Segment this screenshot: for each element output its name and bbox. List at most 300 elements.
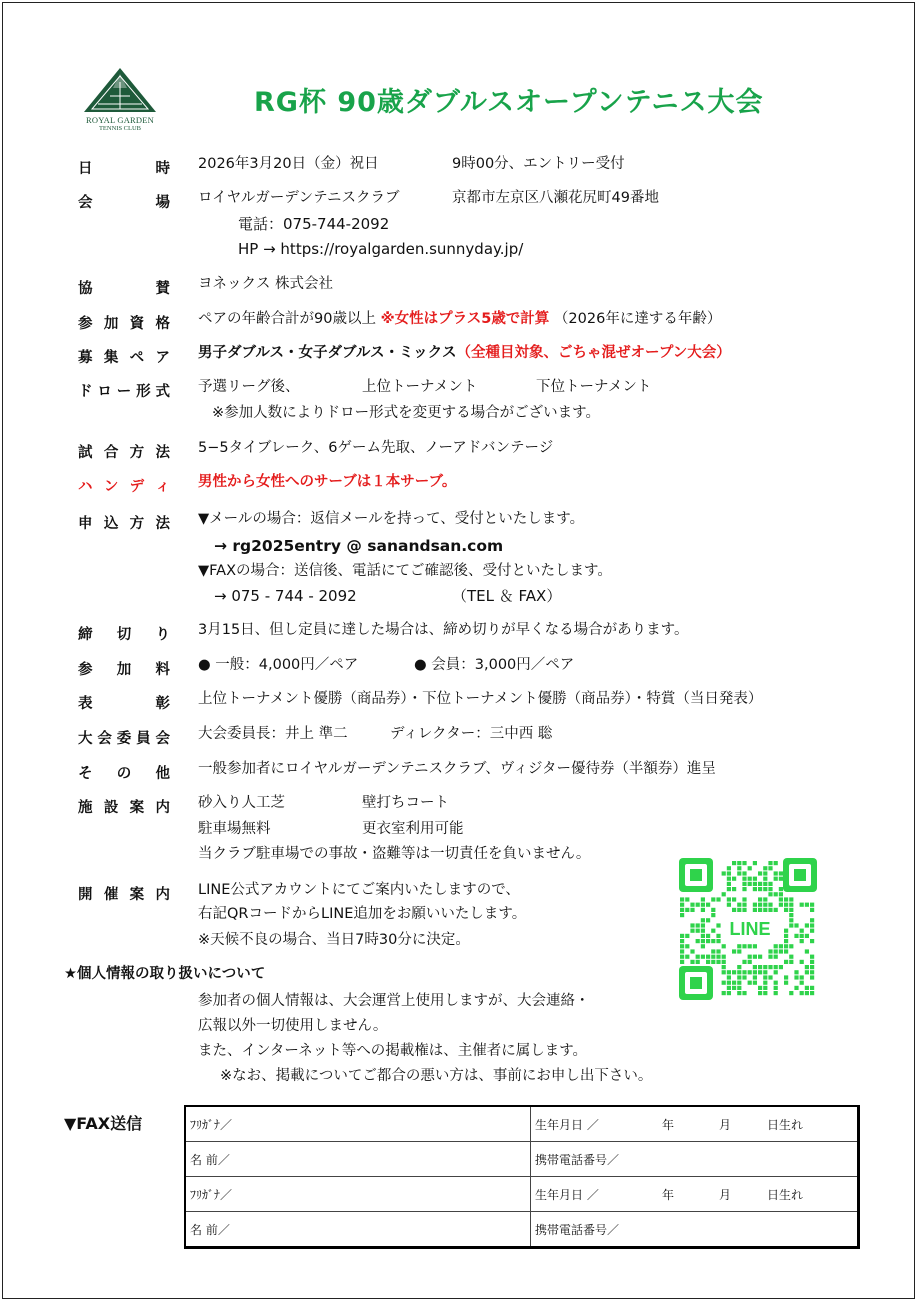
qr-module (805, 991, 809, 995)
apply-email[interactable]: → rg2025entry @ sanandsan.com (214, 537, 504, 555)
qr-module (810, 918, 814, 922)
qr-module (753, 882, 757, 886)
qr-module (810, 908, 814, 912)
qr-module (711, 939, 715, 943)
qr-module (763, 981, 767, 985)
match-value: 5−5タイブレーク、6ゲーム先取、ノーアドバンテージ (198, 440, 554, 456)
qr-module (753, 903, 757, 907)
qr-module (742, 887, 746, 891)
qr-module (774, 965, 778, 969)
qr-module (800, 960, 804, 964)
qr-module (696, 955, 700, 959)
furigana-field[interactable]: ﾌﾘｶﾞﾅ／ (185, 1106, 531, 1142)
apply-mail: ▼メールの場合：返信メールを持って、受付といたします。 (198, 511, 585, 527)
qr-module (706, 955, 710, 959)
facility-3: 駐車場無料 (198, 821, 271, 837)
qr-module (727, 991, 731, 995)
qr-module (753, 861, 757, 865)
label-deadline: 締 切 り (78, 627, 170, 643)
qr-module (763, 882, 767, 886)
qr-module (774, 871, 778, 875)
qr-module (758, 871, 762, 875)
qr-module (722, 991, 726, 995)
qr-module (810, 929, 814, 933)
sponsor-value: ヨネックス 株式会社 (198, 276, 333, 292)
qr-module (742, 903, 746, 907)
qr-module (685, 944, 689, 948)
label-committee: 大 会 委 員 会 (78, 731, 170, 747)
qr-module (690, 903, 694, 907)
qr-module (774, 877, 778, 881)
qr-module (727, 986, 731, 990)
qr-module (784, 981, 788, 985)
qr-module (810, 960, 814, 964)
qr-module (774, 944, 778, 948)
qr-module (768, 887, 772, 891)
qr-module (742, 882, 746, 886)
qr-module (701, 939, 705, 943)
qr-module (742, 944, 746, 948)
qr-module (696, 903, 700, 907)
qr-module (768, 955, 772, 959)
draw-item1: 予選リーグ後、 (198, 379, 300, 395)
qr-module (753, 877, 757, 881)
qr-module (768, 861, 772, 865)
qr-module (779, 892, 783, 896)
venue-name: ロイヤルガーデンテニスクラブ (198, 190, 400, 206)
qr-module (742, 970, 746, 974)
qr-module (716, 897, 720, 901)
birthday-field[interactable]: 生年月日 ／ 年 月 日生れ (531, 1177, 859, 1212)
qr-module (768, 965, 772, 969)
qr-module (748, 981, 752, 985)
fax-heading: ▼FAX送信 (64, 1114, 143, 1133)
qr-module (748, 877, 752, 881)
qr-module (784, 944, 788, 948)
qr-module (768, 903, 772, 907)
qr-module (810, 955, 814, 959)
qr-module (696, 923, 700, 927)
qr-module (784, 949, 788, 953)
qr-module (789, 955, 793, 959)
qr-module (805, 923, 809, 927)
qr-module (784, 897, 788, 901)
qr-module (758, 970, 762, 974)
qr-module (722, 955, 726, 959)
qr-module (680, 897, 684, 901)
label-venue: 会 場 (78, 195, 170, 211)
qr-module (753, 981, 757, 985)
qr-module (758, 955, 762, 959)
privacy-line2: 広報以外一切使用しません。 (198, 1018, 388, 1034)
qr-module (680, 960, 684, 964)
qr-module (716, 923, 720, 927)
qr-module (690, 929, 694, 933)
label-match: 試 合 方 法 (78, 445, 170, 461)
qr-module (774, 908, 778, 912)
qr-module (805, 986, 809, 990)
qr-module (701, 918, 705, 922)
qr-module (789, 897, 793, 901)
facility-1: 砂入り人工芝 (198, 795, 285, 811)
apply-fax: ▼FAXの場合：送信後、電話にてご確認後、受付といたします。 (198, 563, 612, 579)
qr-module (737, 861, 741, 865)
qr-module (680, 955, 684, 959)
qr-module (727, 981, 731, 985)
qr-module (800, 975, 804, 979)
fax-row (185, 1212, 859, 1248)
qr-module (727, 975, 731, 979)
qr-module (768, 892, 772, 896)
label-eligibility: 参 加 資 格 (78, 316, 170, 332)
qr-module (810, 903, 814, 907)
qr-module (706, 960, 710, 964)
logo-line1: ROYAL GARDEN (86, 115, 154, 125)
qr-module (768, 882, 772, 886)
qr-module (722, 965, 726, 969)
label-other: そ の 他 (78, 766, 170, 782)
qr-module (810, 965, 814, 969)
qr-module (737, 871, 741, 875)
qr-module (711, 913, 715, 917)
qr-module (711, 949, 715, 953)
tree-court-logo-icon (80, 66, 160, 116)
qr-module (685, 955, 689, 959)
qr-module (763, 897, 767, 901)
qr-module (758, 903, 762, 907)
eligibility-note: ※女性はプラス5歳で計算 (380, 311, 550, 327)
qr-module (774, 991, 778, 995)
qr-module (701, 923, 705, 927)
qr-module (784, 975, 788, 979)
qr-module (716, 955, 720, 959)
qr-module (737, 908, 741, 912)
qr-module (774, 970, 778, 974)
qr-module (794, 975, 798, 979)
eligibility-value: ペアの年齢合計が90歳以上 ※女性はプラス5歳で計算 （2026年に達する年齢） (198, 311, 722, 327)
date-value: 2026年3月20日（金）祝日 (198, 156, 379, 172)
qr-module (737, 975, 741, 979)
date-extra: 9時00分、エントリー受付 (452, 156, 625, 172)
qr-module (763, 877, 767, 881)
label-pairs: 募 集 ペ ア (78, 350, 170, 366)
qr-module (732, 949, 736, 953)
qr-module (711, 897, 715, 901)
qr-module (737, 986, 741, 990)
qr-module (737, 981, 741, 985)
mobile-field[interactable]: 携帯電話番号／ (531, 1142, 859, 1177)
qr-module (805, 965, 809, 969)
qr-module (784, 908, 788, 912)
qr-module (748, 970, 752, 974)
page-title: RG杯 90歳ダブルスオープンテニス大会 (254, 87, 764, 118)
qr-module (722, 960, 726, 964)
qr-module (753, 944, 757, 948)
qr-module (680, 949, 684, 953)
qr-module (805, 949, 809, 953)
qr-module (742, 991, 746, 995)
qr-module (732, 887, 736, 891)
qr-module (685, 908, 689, 912)
qr-module (810, 986, 814, 990)
qr-module (763, 986, 767, 990)
qr-module (706, 939, 710, 943)
qr-module (810, 970, 814, 974)
qr-module (701, 903, 705, 907)
qr-module (701, 944, 705, 948)
handicap-value: 男性から女性へのサーブは１本サーブ。 (198, 474, 457, 490)
qr-module (758, 991, 762, 995)
pairs-value: 男子ダブルス・女子ダブルス・ミックス（全種目対象、ごちゃ混ぜオープン大会） (198, 345, 731, 361)
club-logo (80, 66, 160, 138)
qr-module (753, 887, 757, 891)
qr-module (737, 949, 741, 953)
qr-module (800, 903, 804, 907)
label-date: 日 時 (78, 161, 170, 177)
qr-module (774, 892, 778, 896)
qr-module (737, 944, 741, 948)
privacy-heading: ★個人情報の取り扱いについて (64, 966, 266, 982)
qr-module (690, 960, 694, 964)
qr-module (768, 949, 772, 953)
qr-module (763, 908, 767, 912)
qr-module (805, 903, 809, 907)
qr-module (742, 908, 746, 912)
qr-module (800, 939, 804, 943)
qr-module (716, 949, 720, 953)
qr-module (711, 955, 715, 959)
qr-module (800, 934, 804, 938)
qr-module (737, 866, 741, 870)
qr-module (701, 934, 705, 938)
qr-module (774, 949, 778, 953)
qr-module (784, 934, 788, 938)
qr-module (779, 887, 783, 891)
line-qr-code-icon[interactable] (679, 858, 817, 1000)
qr-module (758, 897, 762, 901)
qr-module (732, 986, 736, 990)
facility-4: 更衣室利用可能 (362, 821, 464, 837)
qr-module (727, 903, 731, 907)
fax-row (185, 1142, 859, 1177)
fee-member: ● 会員：3,000円／ペア (414, 657, 575, 673)
name-field[interactable]: 名 前／ (185, 1212, 531, 1248)
qr-module (727, 882, 731, 886)
qr-module (680, 908, 684, 912)
qr-module (716, 934, 720, 938)
deadline-value: 3月15日、但し定員に達した場合は、締め切りが早くなる場合があります。 (198, 622, 689, 638)
qr-module (789, 991, 793, 995)
qr-module (706, 903, 710, 907)
furigana-field[interactable]: ﾌﾘｶﾞﾅ／ (185, 1177, 531, 1212)
qr-module (722, 871, 726, 875)
notice-line1: LINE公式アカウントにてご案内いたしますので、 (198, 882, 520, 898)
qr-module (779, 944, 783, 948)
qr-module (727, 970, 731, 974)
qr-module (784, 939, 788, 943)
qr-module (789, 923, 793, 927)
qr-module (763, 903, 767, 907)
qr-module (737, 970, 741, 974)
qr-module (758, 887, 762, 891)
qr-module (763, 866, 767, 870)
qr-module (727, 877, 731, 881)
qr-module (753, 955, 757, 959)
qr-module (742, 897, 746, 901)
qr-module (680, 939, 684, 943)
qr-module (701, 897, 705, 901)
qr-module (805, 970, 809, 974)
notice-line3: ※天候不良の場合、当日7時30分に決定。 (198, 932, 470, 948)
qr-module (732, 981, 736, 985)
qr-module (701, 955, 705, 959)
other-value: 一般参加者にロイヤルガーデンテニスクラブ、ヴィジター優待券（半額券）進呈 (198, 761, 716, 777)
qr-module (732, 861, 736, 865)
draw-item2: 上位トーナメント (362, 379, 478, 395)
qr-module (794, 934, 798, 938)
qr-module (742, 871, 746, 875)
privacy-line4: ※なお、掲載についてご都合の悪い方は、事前にお申し出下さい。 (220, 1068, 653, 1084)
facility-2: 壁打ちコート (362, 795, 449, 811)
qr-module (732, 908, 736, 912)
qr-module (742, 960, 746, 964)
draw-note: ※参加人数によりドロー形式を変更する場合がございます。 (212, 405, 600, 421)
qr-module (706, 934, 710, 938)
label-apply: 申 込 方 法 (78, 516, 170, 532)
qr-module (794, 923, 798, 927)
qr-module (774, 861, 778, 865)
label-award: 表 彰 (78, 696, 170, 712)
qr-module (763, 871, 767, 875)
qr-module (722, 892, 726, 896)
qr-module (800, 991, 804, 995)
qr-module (763, 975, 767, 979)
draw-item3: 下位トーナメント (536, 379, 652, 395)
qr-module (727, 866, 731, 870)
venue-address: 京都市左京区八瀬花尻町49番地 (452, 190, 659, 206)
qr-module (758, 986, 762, 990)
apply-faxtel: （TEL ＆ FAX） (452, 587, 562, 605)
qr-module (789, 903, 793, 907)
fax-form-table (184, 1105, 860, 1249)
qr-module (789, 913, 793, 917)
qr-module (696, 929, 700, 933)
qr-module (748, 944, 752, 948)
qr-module (810, 939, 814, 943)
qr-module (737, 991, 741, 995)
qr-module (794, 986, 798, 990)
privacy-line3: また、インターネット等への掲載権は、主催者に属します。 (198, 1043, 588, 1059)
qr-module (779, 903, 783, 907)
mobile-field[interactable]: 携帯電話番号／ (531, 1212, 859, 1248)
pairs-note: （全種目対象、ごちゃ混ぜオープン大会） (456, 345, 731, 361)
committee-director: ディレクター：三中西 聡 (390, 726, 553, 742)
qr-module (753, 975, 757, 979)
qr-module (794, 970, 798, 974)
facility-note: 当クラブ駐車場での事故・盗難等は一切責任を負いません。 (198, 846, 591, 862)
qr-module (722, 970, 726, 974)
qr-module (810, 991, 814, 995)
qr-module (742, 975, 746, 979)
qr-module (748, 960, 752, 964)
qr-module (732, 970, 736, 974)
venue-phone: 電話：075-744-2092 (238, 215, 390, 233)
qr-module (742, 861, 746, 865)
label-sponsor: 協 賛 (78, 281, 170, 297)
qr-module (748, 882, 752, 886)
logo-line2: TENNIS CLUB (98, 125, 142, 132)
qr-module (768, 866, 772, 870)
qr-module (748, 866, 752, 870)
qr-module (680, 944, 684, 948)
fee-general: ● 一般：4,000円／ペア (198, 657, 359, 673)
qr-module (763, 887, 767, 891)
qr-module (711, 908, 715, 912)
qr-module (779, 949, 783, 953)
qr-module (685, 934, 689, 938)
qr-module (690, 949, 694, 953)
qr-module (810, 923, 814, 927)
qr-module (680, 913, 684, 917)
qr-module (711, 929, 715, 933)
qr-module (779, 877, 783, 881)
qr-module (774, 955, 778, 959)
qr-module (696, 960, 700, 964)
qr-module (758, 908, 762, 912)
fax-row (185, 1177, 859, 1212)
qr-module (732, 897, 736, 901)
qr-module (779, 965, 783, 969)
qr-module (758, 965, 762, 969)
qr-module (774, 986, 778, 990)
qr-module (763, 965, 767, 969)
qr-module (768, 908, 772, 912)
label-handicap: ハ ン デ ィ (78, 479, 170, 495)
venue-hp-link[interactable]: HP → https://royalgarden.sunnyday.jp/ (238, 240, 524, 258)
qr-module (680, 934, 684, 938)
fax-row (185, 1106, 859, 1142)
label-draw: ド ロ ー 形 式 (78, 384, 170, 400)
qr-module (706, 918, 710, 922)
name-field[interactable]: 名 前／ (185, 1142, 531, 1177)
qr-module (753, 965, 757, 969)
qr-module (763, 970, 767, 974)
qr-module (690, 923, 694, 927)
qr-module (711, 960, 715, 964)
qr-module (784, 929, 788, 933)
birthday-field[interactable]: 生年月日 ／ 年 月 日生れ (531, 1106, 859, 1142)
qr-module (722, 981, 726, 985)
qr-module (768, 975, 772, 979)
qr-module (774, 981, 778, 985)
qr-module (810, 975, 814, 979)
qr-module (800, 929, 804, 933)
qr-module (701, 929, 705, 933)
qr-module (722, 944, 726, 948)
qr-module (748, 955, 752, 959)
qr-module (685, 897, 689, 901)
apply-faxno: → 075 - 744 - 2092 (214, 587, 357, 605)
qr-module (742, 877, 746, 881)
qr-module (690, 908, 694, 912)
qr-module (789, 918, 793, 922)
notice-line2: 右記QRコードからLINE追加をお願いいたします。 (198, 906, 527, 922)
qr-module (789, 908, 793, 912)
qr-module (753, 970, 757, 974)
qr-module (737, 903, 741, 907)
label-notice: 開 催 案 内 (78, 887, 170, 903)
qr-module (779, 871, 783, 875)
